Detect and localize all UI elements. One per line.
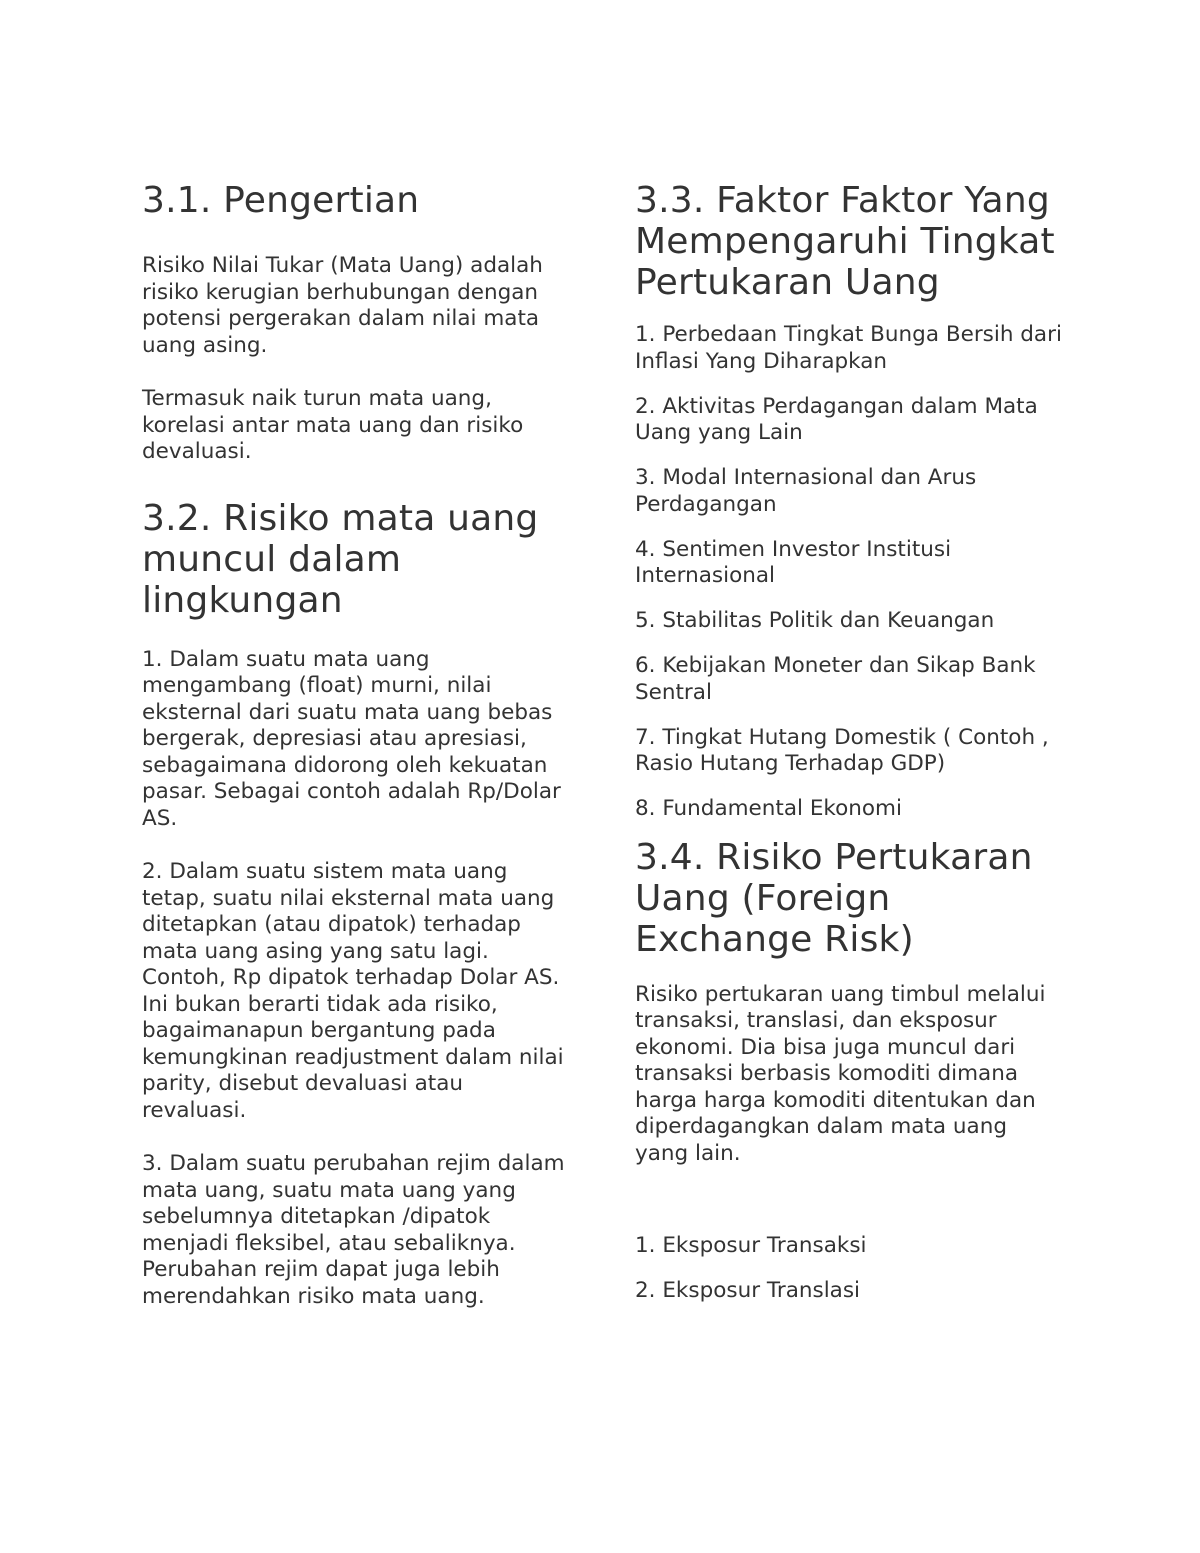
section-3-4-heading: 3.4. Risiko Pertukaran Uang (Foreign Exchange Risk) xyxy=(635,836,1033,960)
section-3-2-paragraph: 2. Dalam suatu sistem mata uang tetap, suatu nilai eksternal mata uang ditetapkan (atau dipatok) terhadap mata uang asing yang satu lagi. Contoh, Rp dipatok terhadap Dolar AS. Ini bukan berarti tidak ada risiko, bagaimanapun bergantung pada kemungkinan readjustment dalam nilai parity, disebut devaluasi atau revaluasi. xyxy=(142,859,564,1123)
list-item: 3. Modal Internasional dan Arus Perdagangan xyxy=(635,465,977,517)
list-item: 1. Perbedaan Tingkat Bunga Bersih dari Inflasi Yang Diharapkan xyxy=(635,322,1062,374)
section-3-4-paragraph: Risiko pertukaran uang timbul melalui transaksi, translasi, dan eksposur ekonomi. Dia bisa juga muncul dari transaksi berbasis komoditi dimana harga harga komoditi ditentukan dan diperdagangkan dalam mata uang yang lain. xyxy=(635,981,1046,1166)
section-3-1-paragraph: Risiko Nilai Tukar (Mata Uang) adalah risiko kerugian berhubungan dengan potensi pergerakan dalam nilai mata uang asing. xyxy=(142,253,543,358)
exposure-list xyxy=(635,1233,1065,1305)
section-3-2-heading: 3.2. Risiko mata uang muncul dalam lingkungan xyxy=(142,497,539,621)
list-item: 2. Eksposur Translasi xyxy=(635,1278,861,1303)
list-item: 5. Stabilitas Politik dan Keuangan xyxy=(635,608,995,633)
list-item: 2. Aktivitas Perdagangan dalam Mata Uang yang Lain xyxy=(635,393,1038,445)
list-item: 7. Tingkat Hutang Domestik ( Contoh , Rasio Hutang Terhadap GDP) xyxy=(635,724,1049,776)
section-3-1-paragraph: Termasuk naik turun mata uang, korelasi antar mata uang dan risiko devaluasi. xyxy=(142,386,524,464)
section-3-2-paragraph: 3. Dalam suatu perubahan rejim dalam mata uang, suatu mata uang yang sebelumnya ditetapkan /dipatok menjadi fleksibel, atau sebaliknya. Perubahan rejim dapat juga lebih merendahkan risiko mata uang. xyxy=(142,1151,565,1309)
list-item: 4. Sentimen Investor Institusi Internasional xyxy=(635,536,952,588)
right-column xyxy=(635,180,1065,1323)
list-item: 6. Kebijakan Moneter dan Sikap Bank Sentral xyxy=(635,653,1036,705)
section-3-3-heading: 3.3. Faktor Faktor Yang Mempengaruhi Tingkat Pertukaran Uang xyxy=(635,180,1055,303)
section-3-1-heading: 3.1. Pengertian xyxy=(142,180,420,221)
section-3-2-paragraph: 1. Dalam suatu mata uang mengambang (float) murni, nilai eksternal dari suatu mata uang bebas bergerak, depresiasi atau apresiasi, sebagaimana didorong oleh kekuatan pasar. Sebagai contoh adalah Rp/Dolar AS. xyxy=(142,646,561,831)
factor-list xyxy=(635,322,1065,823)
left-column xyxy=(142,180,572,1336)
list-item: 1. Eksposur Transaksi xyxy=(635,1233,867,1258)
list-item: 8. Fundamental Ekonomi xyxy=(635,796,902,821)
